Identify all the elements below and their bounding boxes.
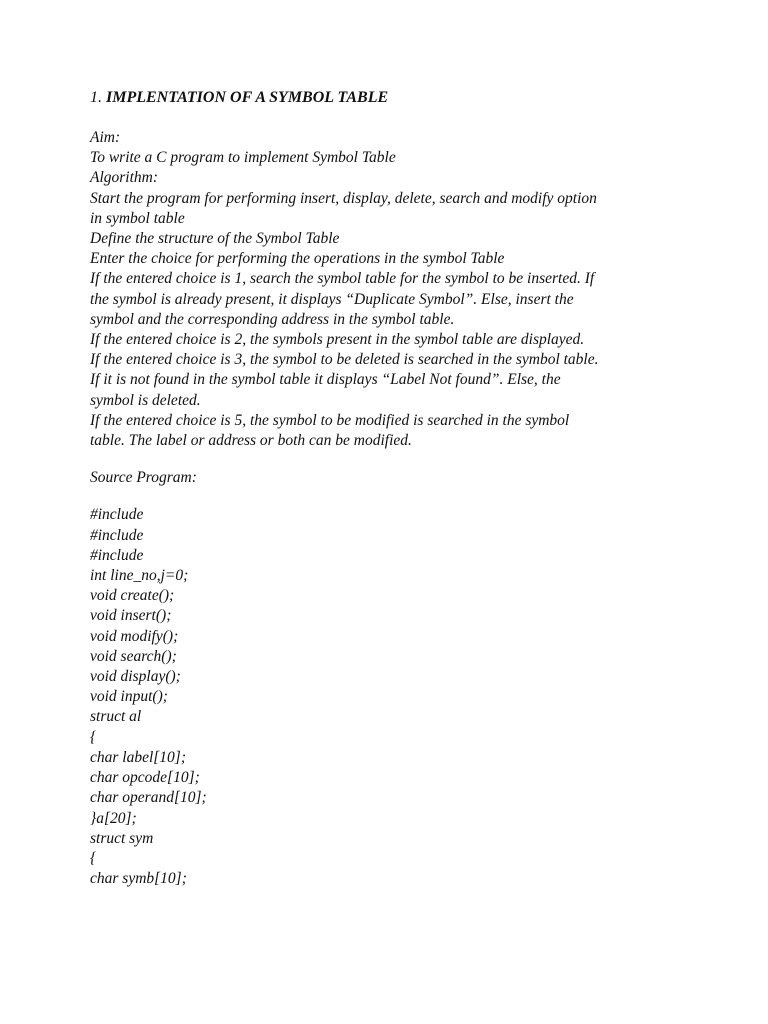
code-line: struct sym bbox=[90, 829, 154, 847]
code-line: int line_no,j=0; bbox=[90, 567, 189, 585]
code-line: void create(); bbox=[90, 587, 175, 605]
text-line: If the entered choice is 1, search the symbol table for the symbol to be inserted. If bbox=[90, 270, 595, 288]
text-line: If it is not found in the symbol table it displays “Label Not found”. Else, the bbox=[90, 371, 561, 389]
source-program-label: Source Program: bbox=[90, 469, 197, 487]
code-line: #include bbox=[90, 526, 144, 544]
code-line: char opcode[10]; bbox=[90, 769, 200, 787]
code-line: void display(); bbox=[90, 668, 181, 686]
code-line: { bbox=[90, 728, 97, 746]
code-line: void search(); bbox=[90, 647, 177, 665]
code-line: void modify(); bbox=[90, 627, 179, 645]
text-line: Algorithm: bbox=[90, 169, 159, 187]
code-line: void insert(); bbox=[90, 607, 172, 625]
text-line: Aim: bbox=[90, 129, 121, 146]
text-line: Enter the choice for performing the operations in the symbol Table bbox=[90, 250, 505, 268]
aim-algorithm-text bbox=[90, 128, 690, 451]
text-line: in symbol table bbox=[90, 209, 185, 227]
text-line: If the entered choice is 3, the symbol to be deleted is searched in the symbol table. bbox=[90, 351, 599, 369]
section-title: IMPLENTATION OF A SYMBOL TABLE bbox=[106, 89, 389, 106]
text-line: If the entered choice is 5, the symbol to be modified is searched in the symbol bbox=[90, 411, 570, 429]
code-line: #include bbox=[90, 546, 144, 564]
source-code bbox=[90, 505, 690, 889]
section-number: 1. bbox=[90, 89, 102, 106]
code-line: #include bbox=[90, 506, 144, 524]
text-line: Define the structure of the Symbol Table bbox=[90, 230, 340, 248]
text-line: the symbol is already present, it displays “Duplicate Symbol”. Else, insert the bbox=[90, 290, 574, 308]
code-line: struct al bbox=[90, 708, 142, 726]
code-line: char operand[10]; bbox=[90, 789, 207, 807]
code-line: char label[10]; bbox=[90, 748, 187, 766]
document-page bbox=[90, 88, 690, 889]
text-line: symbol and the corresponding address in the symbol table. bbox=[90, 310, 455, 328]
text-line: table. The label or address or both can be modified. bbox=[90, 432, 412, 450]
code-line: { bbox=[90, 849, 97, 867]
code-line: char symb[10]; bbox=[90, 870, 187, 888]
code-line: void input(); bbox=[90, 688, 168, 706]
section-heading bbox=[90, 88, 690, 108]
text-line: If the entered choice is 2, the symbols present in the symbol table are displayed. bbox=[90, 331, 585, 349]
text-line: Start the program for performing insert, display, delete, search and modify option bbox=[90, 189, 597, 207]
text-line: symbol is deleted. bbox=[90, 391, 201, 409]
code-line: }a[20]; bbox=[90, 809, 137, 827]
text-line: To write a C program to implement Symbol Table bbox=[90, 149, 396, 167]
